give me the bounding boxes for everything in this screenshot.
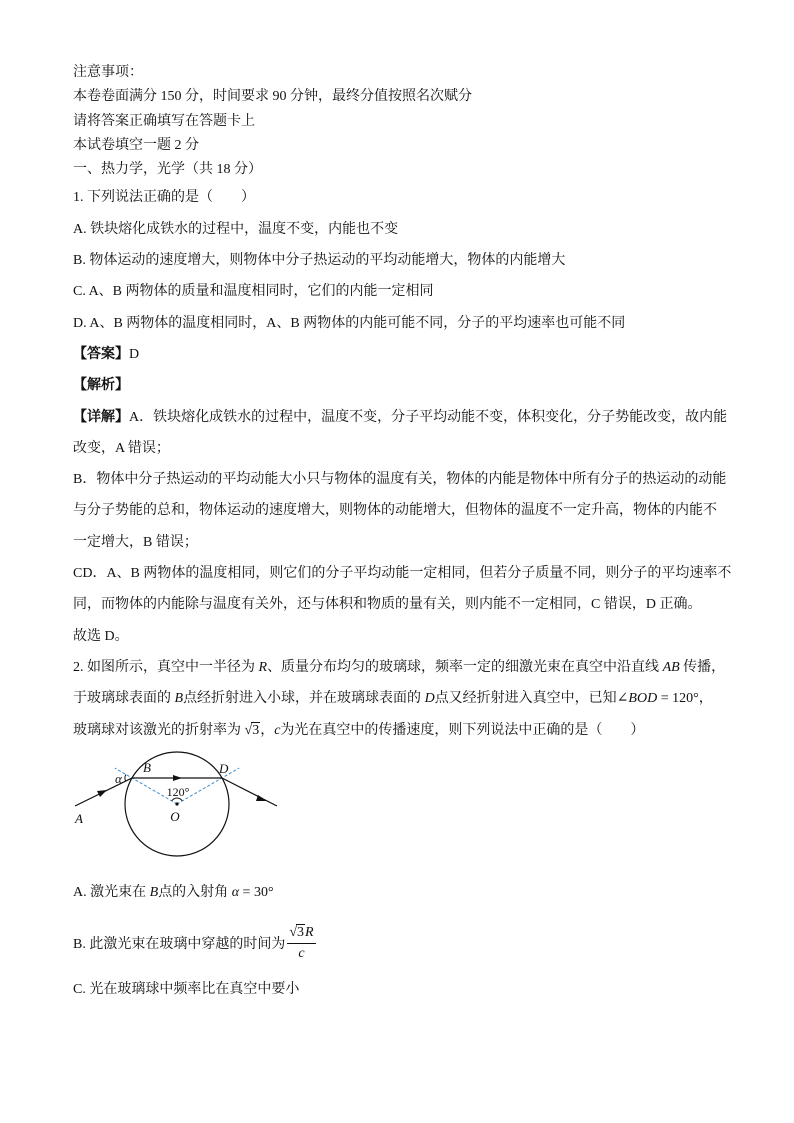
q2-stem-line-1 bbox=[73, 652, 763, 683]
note-line-score: 本卷卷面满分 150 分，时间要求 90 分钟，最终分值按照名次赋分 bbox=[73, 89, 472, 105]
radical-sign: √ bbox=[244, 722, 253, 738]
label-point-a: A bbox=[75, 811, 83, 826]
q1-conclusion: 故选 D。 bbox=[73, 628, 129, 644]
point-b-symbol: B bbox=[174, 691, 184, 707]
point-b-symbol: B bbox=[149, 885, 159, 900]
angle-symbol: BOD bbox=[628, 691, 658, 707]
point-d-symbol: D bbox=[424, 691, 435, 707]
q1-detail-line: B．物体中分子热运动的平均动能大小只与物体的温度有关，物体的内能是物体中所有分子的热运动的动能 bbox=[73, 472, 727, 488]
detail-text: A．铁块熔化成铁水的过程中，温度不变，分子平均动能不变，体积变化，分子势能改变，故内能 bbox=[129, 409, 728, 425]
q1-detail-line: 一定增大，B 错误； bbox=[73, 534, 198, 550]
q1-option-b: B. 物体运动的速度增大，则物体中分子热运动的平均动能增大，物体的内能增大 bbox=[73, 253, 566, 269]
q2-text: 点经折射进入小球，并在玻璃球表面的 bbox=[183, 691, 425, 707]
label-point-d: D bbox=[219, 761, 229, 776]
q2-text: 2. 如图所示，真空中一半径为 bbox=[73, 659, 259, 675]
note-line-fill-blank: 本试卷填空一题 2 分 bbox=[73, 137, 199, 153]
q2-text: ， bbox=[260, 722, 275, 738]
q2-option-b bbox=[73, 921, 316, 965]
q1-detail-line bbox=[73, 402, 763, 433]
sqrt-expression bbox=[289, 925, 305, 940]
q1-option-d: D. A、B 两物体的温度相同时，A、B 两物体的内能可能不同，分子的平均速率也可能不同 bbox=[73, 315, 626, 331]
q2-text: 点的入射角 bbox=[158, 885, 232, 900]
time-fraction bbox=[287, 924, 315, 963]
q2-text: 于玻璃球表面的 bbox=[73, 691, 175, 707]
alpha-symbol: α bbox=[231, 885, 240, 900]
q1-option-c: C. A、B 两物体的质量和温度相同时，它们的内能一定相同 bbox=[73, 284, 434, 300]
q1-detail-line: CD．A、B 两物体的温度相同，则它们的分子平均动能一定相同，但若分子质量不同，则分子的平均速率不 bbox=[73, 566, 732, 582]
radius-symbol: R bbox=[258, 659, 268, 675]
detail-label: 【详解】 bbox=[73, 409, 129, 425]
speed-symbol: c bbox=[274, 722, 281, 738]
notes-heading: 注意事项： bbox=[73, 65, 143, 80]
q1-detail-line: 同，而物体的内能除与温度有关外，还与体积和物质的量有关，则内能不一定相同，C 错误，D 正确。 bbox=[73, 597, 702, 613]
q1-analysis-label bbox=[73, 370, 763, 401]
q1-answer bbox=[73, 339, 763, 370]
q1-stem: 1. 下列说法正确的是（ ） bbox=[73, 190, 255, 206]
radius-symbol: R bbox=[305, 924, 314, 940]
q2-text: 玻璃球对该激光的折射率为 bbox=[73, 722, 245, 738]
q1-detail-line: 与分子势能的总和，物体运动的速度增大，则物体的动能增大，但物体的温度不一定升高，物体的内能不 bbox=[73, 503, 717, 519]
radicand: 3 bbox=[252, 722, 260, 738]
label-point-b: B bbox=[143, 760, 151, 775]
q2-text: 、质量分布均匀的玻璃球，频率一定的细激光束在真空中沿直线 bbox=[267, 659, 663, 675]
note-line-answer-card: 请将答案正确填写在答题卡上 bbox=[73, 113, 255, 129]
q1-detail-line: 改变，A 错误； bbox=[73, 440, 170, 456]
q2-text: 为光在真空中的传播速度，则下列说法中正确的是（ ） bbox=[280, 722, 645, 738]
radicand: 3 bbox=[297, 924, 305, 940]
sqrt-expression bbox=[245, 723, 261, 738]
label-center-o: O bbox=[170, 809, 180, 824]
center-point bbox=[175, 802, 178, 805]
q2-text: A. 激光束在 bbox=[73, 885, 150, 900]
answer-label: 【答案】 bbox=[73, 346, 129, 362]
q2-text: = 120°， bbox=[657, 691, 713, 707]
section-title: 一、热力学，光学（共 18 分） bbox=[73, 162, 262, 178]
q2-option-a bbox=[73, 877, 274, 909]
emergent-ray bbox=[222, 778, 277, 806]
q1-option-a: A. 铁块熔化成铁水的过程中，温度不变，内能也不变 bbox=[73, 221, 399, 237]
arrow-icon bbox=[97, 790, 107, 797]
ray-symbol: AB bbox=[662, 659, 680, 675]
incidence-angle-arc bbox=[125, 775, 126, 782]
answer-value: D bbox=[129, 346, 140, 362]
q2-stem-line-2 bbox=[73, 683, 763, 714]
q2-option-c: C. 光在玻璃球中频率比在真空中要小 bbox=[73, 982, 300, 997]
q2-text: 点又经折射进入真空中，已知∠ bbox=[434, 691, 629, 707]
radical-sign: √ bbox=[289, 924, 298, 940]
label-alpha: α bbox=[115, 771, 122, 786]
q2-text: B. 此激光束在玻璃中穿越的时间为 bbox=[73, 937, 286, 952]
label-angle-120: 120° bbox=[166, 785, 190, 799]
q2-text: 传播， bbox=[679, 659, 726, 675]
fraction-denominator: c bbox=[298, 945, 305, 961]
glass-sphere-diagram bbox=[60, 740, 300, 870]
fraction-numerator bbox=[287, 924, 315, 944]
document-body bbox=[73, 61, 763, 746]
q2-text: = 30° bbox=[239, 885, 274, 900]
analysis-label: 【解析】 bbox=[73, 378, 129, 394]
arrow-icon bbox=[173, 775, 182, 781]
